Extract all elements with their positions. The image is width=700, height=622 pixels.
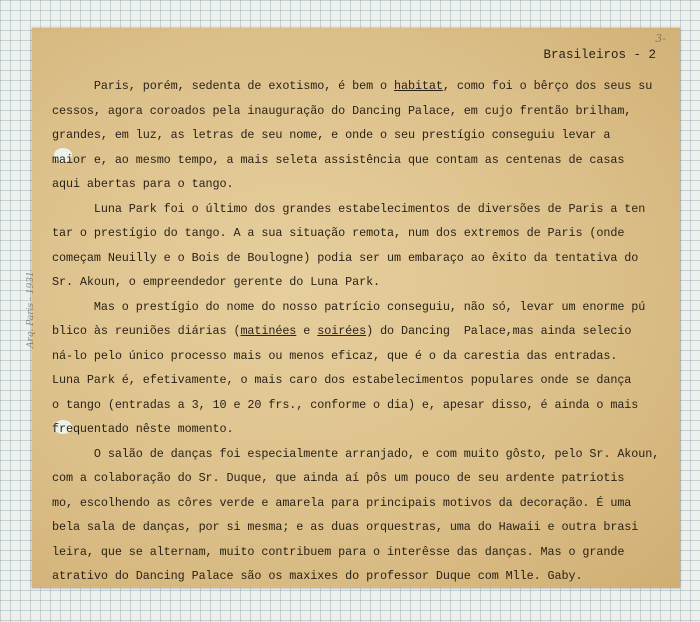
text-line: [52, 319, 672, 344]
text-segment: ná-lo pelo único processo mais ou menos eficaz, que é o da carestia das entradas.: [52, 348, 618, 363]
text-line: [52, 515, 672, 540]
text-line: [52, 344, 672, 369]
document-sheet: [26, 28, 680, 588]
text-segment: aqui abertas para o tango.: [52, 177, 234, 191]
text-line: [52, 99, 672, 124]
text-line: [52, 172, 672, 197]
typed-body: [52, 74, 672, 589]
paragraph: [52, 197, 672, 295]
underlined-term: soirées: [317, 324, 367, 338]
text-segment: começam Neuilly e o Bois de Boulogne) podia ser um embaraço ao êxito da tentativa do: [52, 250, 639, 265]
paragraph: [52, 295, 672, 442]
text-segment: o tango (entradas a 3, 10 e 20 frs., conforme o dia) e, apesar disso, é ainda o mais: [52, 397, 639, 412]
text-segment: Paris, porém, sedenta de exotismo, é bem o: [52, 79, 394, 93]
text-line: [52, 74, 672, 99]
text-line: [52, 393, 672, 418]
text-line: [52, 295, 672, 320]
text-line: [52, 246, 672, 271]
text-line: [52, 491, 672, 516]
text-segment: Sr. Akoun, o empreendedor gerente do Luna Park.: [52, 275, 381, 289]
text-segment: Luna Park é, efetivamente, o mais caro dos estabelecimentos populares onde se dança: [52, 373, 632, 387]
text-line: [52, 221, 672, 246]
text-segment: ) do Dancing Palace,mas ainda selecio: [366, 324, 632, 338]
text-line: [52, 417, 672, 442]
text-segment: tar o prestígio do tango. A a sua situação remota, num dos extremos de Paris (onde: [52, 226, 625, 240]
text-segment: maior e, ao mesmo tempo, a mais seleta assistência que contam as centenas de casas: [52, 152, 625, 167]
text-line: [52, 368, 672, 393]
text-segment: frequentado nêste momento.: [52, 422, 234, 436]
text-segment: leira, que se alternam, muito contribuem para o interêsse das danças. Mas o grande: [52, 544, 625, 559]
text-line: [52, 466, 672, 491]
document-header: Brasileiros - 2: [543, 48, 656, 62]
text-segment: Luna Park foi o último dos grandes estabelecimentos de diversões de Paris a ten: [52, 201, 646, 216]
text-segment: mo, escolhendo as côres verde e amarela para principais motivos da decoração. É uma: [52, 495, 632, 510]
text-line: [52, 564, 672, 589]
page-number-annotation: 3-: [655, 32, 666, 45]
text-line: [52, 197, 672, 222]
text-segment: cessos, agora coroados pela inauguração do Dancing Palace, em cujo frentão brilham,: [52, 103, 632, 118]
text-segment: Mas o prestígio do nome do nosso patrício conseguiu, não só, levar um enorme pú: [52, 299, 646, 314]
text-line: [52, 540, 672, 565]
text-line: [52, 123, 672, 148]
text-segment: bela sala de danças, por si mesma; e as duas orquestras, uma do Hawaii e outra brasi: [52, 520, 639, 534]
paragraph: [52, 74, 672, 197]
underlined-term: matinées: [240, 324, 297, 338]
text-line: [52, 270, 672, 295]
text-line: [52, 442, 672, 467]
text-segment: O salão de danças foi especialmente arranjado, e com muito gôsto, pelo Sr. Akoun,: [52, 446, 660, 461]
text-segment: , como foi o bêrço dos seus su: [442, 79, 653, 93]
text-segment: e: [296, 324, 318, 338]
paragraph: [52, 442, 672, 589]
text-segment: atrativo do Dancing Palace são os maxixes do professor Duque com Mlle. Gaby.: [52, 569, 583, 583]
underlined-term: habitat: [394, 79, 443, 93]
text-segment: blico às reuniões diárias (: [52, 324, 241, 338]
text-segment: grandes, em luz, as letras de seu nome, e onde o seu prestígio conseguiu levar a: [52, 128, 611, 142]
text-line: [52, 148, 672, 173]
text-segment: com a colaboração do Sr. Duque, que ainda aí pôs um pouco de seu ardente patriotis: [52, 471, 625, 485]
margin-note: Arq. Paris - 1931: [26, 271, 36, 348]
